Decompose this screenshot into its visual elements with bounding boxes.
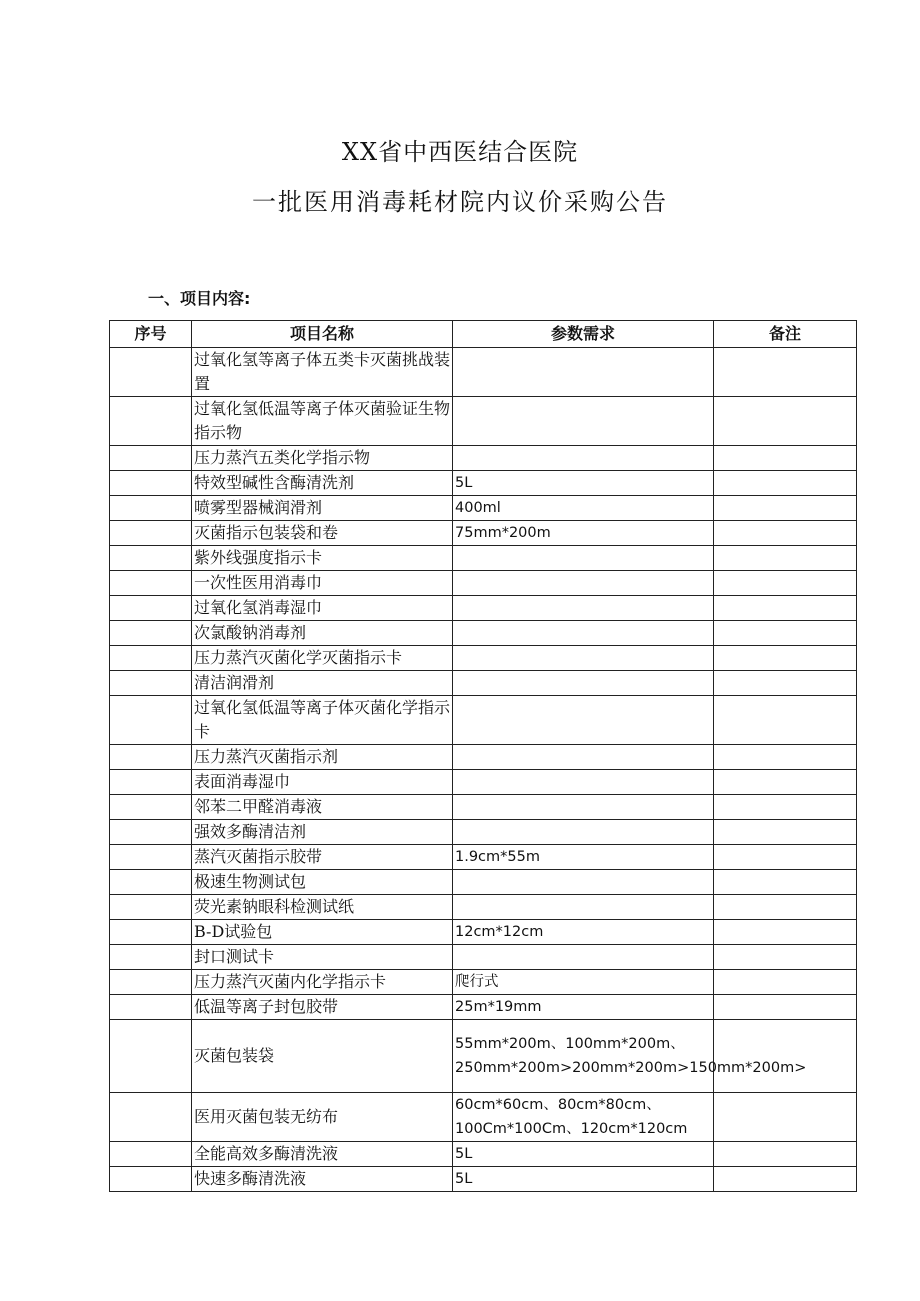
- table-row: [110, 920, 857, 945]
- cell-name: 医用灭菌包装无纺布: [192, 1093, 453, 1142]
- table-row: [110, 348, 857, 397]
- cell-params: [453, 945, 714, 970]
- cell-index: [110, 546, 192, 571]
- cell-name: 一次性医用消毒巾: [192, 571, 453, 596]
- cell-params: 75mm*200m: [453, 521, 714, 546]
- table-row: [110, 1093, 857, 1142]
- cell-notes: [714, 1167, 857, 1192]
- cell-notes: [714, 770, 857, 795]
- table-row: [110, 770, 857, 795]
- cell-name: 荧光素钠眼科检测试纸: [192, 895, 453, 920]
- cell-notes: [714, 820, 857, 845]
- cell-index: [110, 646, 192, 671]
- cell-name: 表面消毒湿巾: [192, 770, 453, 795]
- cell-name: 低温等离子封包胶带: [192, 995, 453, 1020]
- cell-notes: [714, 621, 857, 646]
- table-row: [110, 845, 857, 870]
- cell-index: [110, 1093, 192, 1142]
- table-row: [110, 745, 857, 770]
- cell-name: 全能高效多酶清洗液: [192, 1142, 453, 1167]
- header-notes: 备注: [714, 321, 857, 348]
- cell-params: [453, 696, 714, 745]
- cell-name: 次氯酸钠消毒剂: [192, 621, 453, 646]
- cell-params: 5L: [453, 1167, 714, 1192]
- cell-index: [110, 1020, 192, 1093]
- cell-notes: [714, 521, 857, 546]
- items-table: [109, 320, 857, 1192]
- cell-index: [110, 820, 192, 845]
- cell-name: 喷雾型器械润滑剂: [192, 496, 453, 521]
- table-row: [110, 1020, 857, 1093]
- header-params: 参数需求: [453, 321, 714, 348]
- cell-params: [453, 646, 714, 671]
- cell-params: 400ml: [453, 496, 714, 521]
- table-row: [110, 1167, 857, 1192]
- cell-params: [453, 745, 714, 770]
- cell-notes: [714, 348, 857, 397]
- table-row: [110, 646, 857, 671]
- cell-notes: [714, 571, 857, 596]
- cell-notes: [714, 496, 857, 521]
- cell-notes: [714, 1142, 857, 1167]
- cell-name: 过氧化氢等离子体五类卡灭菌挑战装置: [192, 348, 453, 397]
- document-subtitle: 一批医用消毒耗材院内议价采购公告: [252, 188, 668, 216]
- cell-params: 爬行式: [453, 970, 714, 995]
- cell-notes: [714, 970, 857, 995]
- cell-params: [453, 596, 714, 621]
- cell-index: [110, 521, 192, 546]
- cell-name: 灭菌指示包装袋和卷: [192, 521, 453, 546]
- cell-notes: [714, 397, 857, 446]
- cell-params: 5L: [453, 1142, 714, 1167]
- table-row: [110, 1142, 857, 1167]
- table-row: [110, 970, 857, 995]
- cell-params: [453, 621, 714, 646]
- cell-index: [110, 845, 192, 870]
- cell-name: 邻苯二甲醛消毒液: [192, 795, 453, 820]
- header-name: 项目名称: [192, 321, 453, 348]
- cell-notes: [714, 995, 857, 1020]
- table-row: [110, 895, 857, 920]
- cell-index: [110, 970, 192, 995]
- cell-params: [453, 571, 714, 596]
- cell-notes: [714, 696, 857, 745]
- cell-name: 过氧化氢低温等离子体灭菌验证生物指示物: [192, 397, 453, 446]
- document-title: XX省中西医结合医院: [341, 138, 579, 166]
- cell-name: 紫外线强度指示卡: [192, 546, 453, 571]
- table-row: [110, 546, 857, 571]
- cell-params: [453, 546, 714, 571]
- cell-name: B-D试验包: [192, 920, 453, 945]
- cell-name: 特效型碱性含酶清洗剂: [192, 471, 453, 496]
- table-row: [110, 671, 857, 696]
- cell-index: [110, 696, 192, 745]
- cell-name: 灭菌包装袋: [192, 1020, 453, 1093]
- table-row: [110, 945, 857, 970]
- cell-name: 清洁润滑剂: [192, 671, 453, 696]
- cell-name: 过氧化氢消毒湿巾: [192, 596, 453, 621]
- table-row: [110, 995, 857, 1020]
- table-row: [110, 446, 857, 471]
- cell-index: [110, 1167, 192, 1192]
- cell-params: [453, 671, 714, 696]
- header-index: 序号: [110, 321, 192, 348]
- cell-notes: [714, 546, 857, 571]
- cell-notes: [714, 671, 857, 696]
- table-row: [110, 820, 857, 845]
- cell-params: 12cm*12cm: [453, 920, 714, 945]
- cell-name: 封口测试卡: [192, 945, 453, 970]
- cell-notes: [714, 646, 857, 671]
- cell-params: 25m*19mm: [453, 995, 714, 1020]
- cell-params: 60cm*60cm、80cm*80cm、100Cm*100Cm、120cm*120cm: [453, 1093, 714, 1142]
- cell-index: [110, 745, 192, 770]
- cell-index: [110, 995, 192, 1020]
- cell-index: [110, 471, 192, 496]
- table-header-row: [110, 321, 857, 348]
- cell-index: [110, 1142, 192, 1167]
- table-row: [110, 521, 857, 546]
- cell-name: 压力蒸汽灭菌化学灭菌指示卡: [192, 646, 453, 671]
- cell-index: [110, 496, 192, 521]
- table-row: [110, 397, 857, 446]
- cell-notes: [714, 845, 857, 870]
- table-row: [110, 471, 857, 496]
- cell-notes: [714, 1020, 857, 1093]
- cell-name: 过氧化氢低温等离子体灭菌化学指示卡: [192, 696, 453, 745]
- cell-index: [110, 596, 192, 621]
- cell-index: [110, 671, 192, 696]
- cell-params: [453, 795, 714, 820]
- cell-index: [110, 621, 192, 646]
- cell-name: 压力蒸汽灭菌指示剂: [192, 745, 453, 770]
- cell-notes: [714, 596, 857, 621]
- cell-params: [453, 770, 714, 795]
- cell-index: [110, 397, 192, 446]
- cell-params: [453, 397, 714, 446]
- cell-name: 快速多酶清洗液: [192, 1167, 453, 1192]
- cell-name: 强效多酶清洁剂: [192, 820, 453, 845]
- cell-params: [453, 446, 714, 471]
- cell-params: [453, 870, 714, 895]
- cell-notes: [714, 870, 857, 895]
- cell-index: [110, 446, 192, 471]
- cell-notes: [714, 795, 857, 820]
- cell-index: [110, 348, 192, 397]
- cell-params: 5L: [453, 471, 714, 496]
- cell-params: 55mm*200m、100mm*200m、250mm*200m>200mm*200m>150mm*200m>: [453, 1020, 714, 1093]
- cell-params: [453, 895, 714, 920]
- cell-index: [110, 895, 192, 920]
- section-heading: 一、项目内容:: [148, 289, 251, 308]
- cell-notes: [714, 745, 857, 770]
- table-row: [110, 571, 857, 596]
- cell-index: [110, 870, 192, 895]
- cell-notes: [714, 471, 857, 496]
- cell-name: 压力蒸汽五类化学指示物: [192, 446, 453, 471]
- cell-name: 蒸汽灭菌指示胶带: [192, 845, 453, 870]
- cell-notes: [714, 895, 857, 920]
- cell-params: [453, 820, 714, 845]
- cell-notes: [714, 920, 857, 945]
- cell-name: 压力蒸汽灭菌内化学指示卡: [192, 970, 453, 995]
- table-row: [110, 870, 857, 895]
- cell-name: 极速生物测试包: [192, 870, 453, 895]
- cell-params: [453, 348, 714, 397]
- cell-params: 1.9cm*55m: [453, 845, 714, 870]
- table-row: [110, 621, 857, 646]
- cell-index: [110, 920, 192, 945]
- cell-notes: [714, 945, 857, 970]
- cell-notes: [714, 446, 857, 471]
- cell-index: [110, 945, 192, 970]
- table-row: [110, 696, 857, 745]
- table-row: [110, 795, 857, 820]
- cell-notes: [714, 1093, 857, 1142]
- table-row: [110, 496, 857, 521]
- cell-index: [110, 571, 192, 596]
- table-row: [110, 596, 857, 621]
- cell-index: [110, 795, 192, 820]
- cell-index: [110, 770, 192, 795]
